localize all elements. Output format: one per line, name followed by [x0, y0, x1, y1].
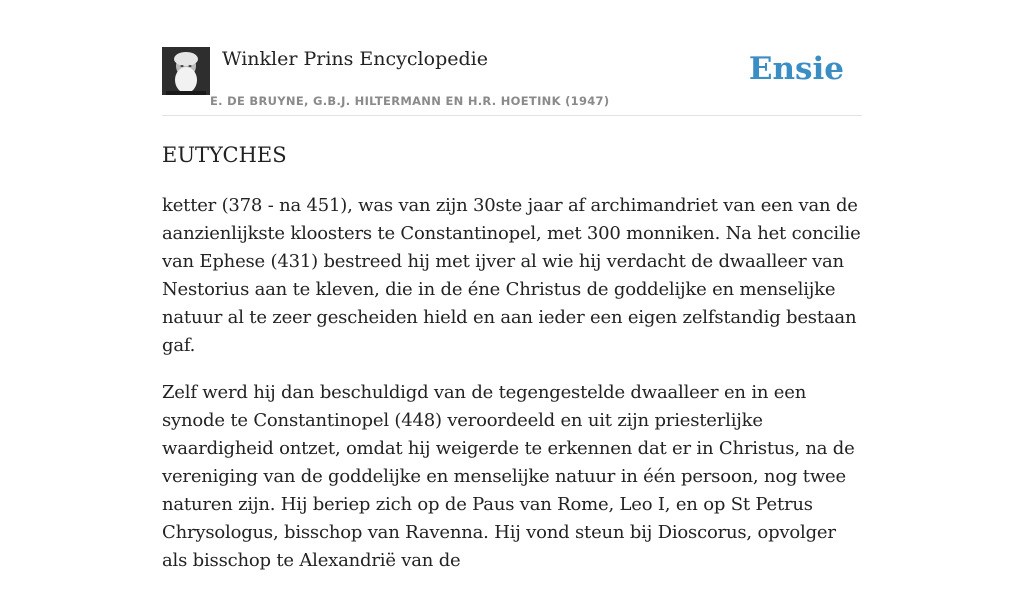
source-title[interactable]: Winkler Prins Encyclopedie — [222, 48, 488, 70]
article-paragraph: Zelf werd hij dan beschuldigd van de tegengestelde dwaalleer en in een synode te Constantinopel (448) veroordeeld en uit zijn priesterlijke waardigheid ontzet, omdat hij weigerde te erkennen dat er in Christus, na de vereniging van de goddelijke en menselijke natuur in één persoon, nog twee naturen zijn. Hij beriep zich op de Paus van Rome, Leo I, en op St Petrus Chrysologus, bisschop van Ravenna. Hij vond steun bij Dioscorus, opvolger als bisschop te Alexandrië van de — [162, 382, 855, 571]
article-body — [162, 192, 862, 594]
source-authors: E. DE BRUYNE, G.B.J. HILTERMANN EN H.R. HOETINK (1947) — [210, 94, 610, 108]
article-paragraph: ketter (378 - na 451), was van zijn 30ste jaar af archimandriet van een van de aanzienlijkste kloosters te Constantinopel, met 300 monniken. Na het concilie van Ephese (431) bestreed hij met ijver al wie hij verdacht de dwaalleer van Nestorius aan te kleven, die in de éne Christus de goddelijke en menselijke natuur al te zeer gescheiden hield en aan ieder een eigen zelfstandig bestaan gaf. — [162, 195, 861, 356]
article-title: EUTYCHES — [162, 143, 287, 167]
brand-logo[interactable]: Ensie — [748, 51, 844, 87]
source-header — [162, 46, 862, 116]
author-avatar — [162, 47, 210, 95]
